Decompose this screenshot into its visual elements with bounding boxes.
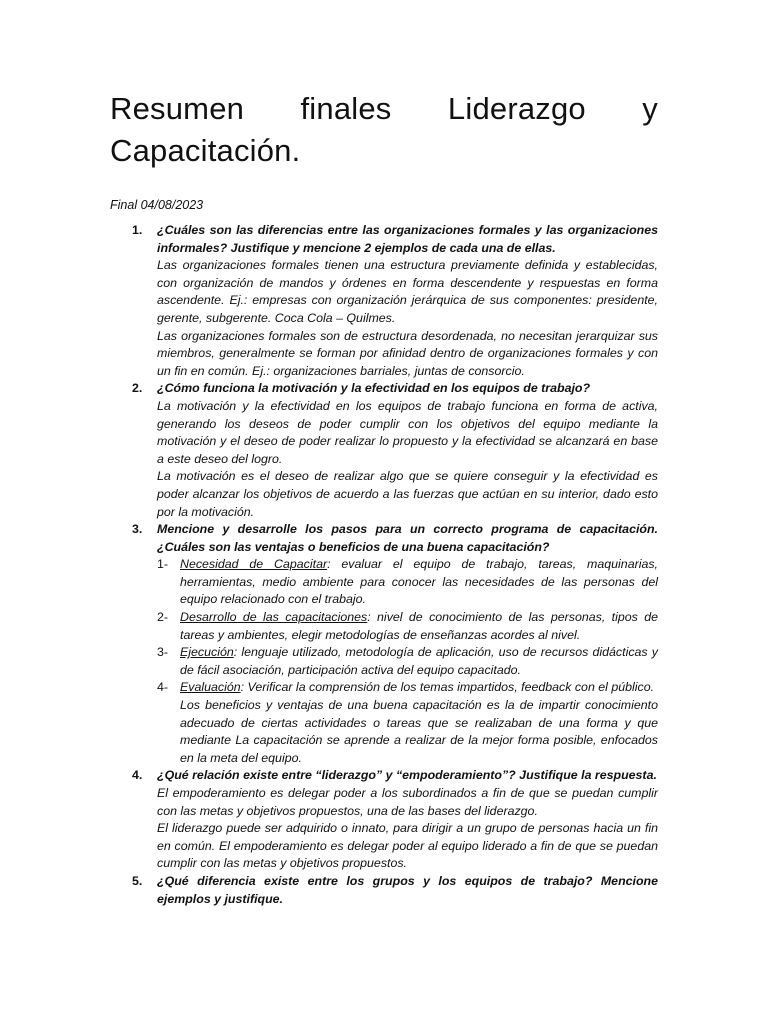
title-line-2: Capacitación.	[110, 133, 301, 168]
question-item	[110, 380, 658, 521]
step-number: 4-	[157, 680, 169, 695]
step-item	[157, 679, 658, 697]
step-text: : nivel de conocimiento de las personas, tipos de tareas y ambientes, elegir metodologías de enseñanzas acordes al nivel.	[180, 610, 658, 642]
answer-paragraph: El empoderamiento es delegar poder a los subordinados a fin de que se puedan cumplir con las metas y objetivos propuestos, una de las bases del liderazgo.	[157, 786, 658, 818]
answer-paragraph: Las organizaciones formales son de estructura desordenada, no necesitan jerarquizar sus miembros, generalmente se forman por afinidad dentro de organizaciones formales y con un fin en común. Ej.: organizaciones barriales, juntas de consorcio.	[157, 328, 658, 378]
questions-list	[110, 222, 658, 908]
step-text: : evaluar el equipo de trabajo, tareas, maquinarias, herramientas, medio ambiente para conocer las necesidades de las personas del equipo relacionado con el trabajo.	[180, 557, 658, 607]
question-number: 1.	[132, 223, 143, 237]
question-text: ¿Cuáles son las diferencias entre las organizaciones formales y las organizaciones informales? Justifique y mencione 2 ejemplos de cada una de ellas.	[157, 223, 658, 255]
step-item	[157, 609, 658, 644]
step-term: Ejecución	[180, 645, 234, 660]
step-number: 3-	[157, 645, 169, 660]
answer-paragraph: El liderazgo puede ser adquirido o innato, para dirigir a un grupo de personas hacia un fin en común. El empoderamiento es delegar poder al equipo liderado a fin de que se puedan cumplir con las metas y objetivos propuestos.	[157, 821, 658, 871]
question-number: 2.	[132, 381, 143, 396]
step-number: 2-	[157, 610, 169, 625]
step-number: 1-	[157, 557, 169, 572]
document-title	[110, 88, 658, 172]
question-number: 4.	[132, 768, 143, 783]
step-text: : Verificar la comprensión de los temas impartidos, feedback con el público.	[240, 680, 655, 695]
step-item	[157, 556, 658, 609]
answer-paragraph: La motivación es el deseo de realizar algo que se quiere conseguir y la efectividad es poder alcanzar los objetivos de acuerdo a las fuerzas que actúan en su interior, dado esto por la motivación.	[157, 469, 658, 519]
step-term: Desarrollo de las capacitaciones	[180, 610, 368, 625]
steps-list	[157, 556, 658, 767]
answer-paragraph: Las organizaciones formales tienen una estructura previamente definida y establecidas, con organización de mandos y órdenes en forma descendente y respuestas en forma ascendente. Ej.: empresas con organización jerárquica de sus componentes: presidente, gerente, subgerente. Coca Cola – Quilmes.	[157, 258, 658, 325]
answer-paragraph: La motivación y la efectividad en los equipos de trabajo funciona en forma de activa, generando los deseos de poder cumplir con los objetivos del equipo mediante la motivación y el deseo de poder realizar lo propuesto y la efectividad se alcanzará en base a este deseo del logro.	[157, 398, 658, 466]
question-number: 3.	[132, 522, 143, 537]
question-text: ¿Qué relación existe entre “liderazgo” y “empoderamiento”? Justifique la respuesta.	[157, 768, 657, 783]
step-text: : lenguaje utilizado, metodología de aplicación, uso de recursos didácticas y de fácil asociación, participación activa del equipo capacitado.	[180, 645, 658, 677]
step-term: Necesidad de Capacitar	[180, 557, 328, 572]
question-text: ¿Qué diferencia existe entre los grupos y los equipos de trabajo? Mencione ejemplos y justifique.	[157, 873, 658, 906]
question-item	[110, 222, 658, 380]
question-number: 5.	[132, 873, 143, 888]
benefits-paragraph: Los beneficios y ventajas de una buena capacitación es la de impartir conocimiento adecuado de ciertas actividades o tareas que se realizaban de una forma y que mediante La capacitación se aprende a realizar de la mejor forma posible, enfocados en la meta del equipo.	[180, 698, 658, 765]
final-date-label: Final 04/08/2023	[110, 198, 204, 212]
question-item	[110, 767, 658, 873]
question-item	[110, 521, 658, 767]
step-item	[157, 644, 658, 679]
title-line-1: Resumen finales Liderazgo y	[110, 91, 658, 126]
question-text: Mencione y desarrolle los pasos para un correcto programa de capacitación. ¿Cuáles son las ventajas o beneficios de una buena capacitación?	[157, 522, 658, 554]
step-term: Evaluación	[180, 680, 241, 695]
question-text: ¿Cómo funciona la motivación y la efectividad en los equipos de trabajo?	[157, 381, 591, 396]
question-item	[110, 873, 658, 908]
